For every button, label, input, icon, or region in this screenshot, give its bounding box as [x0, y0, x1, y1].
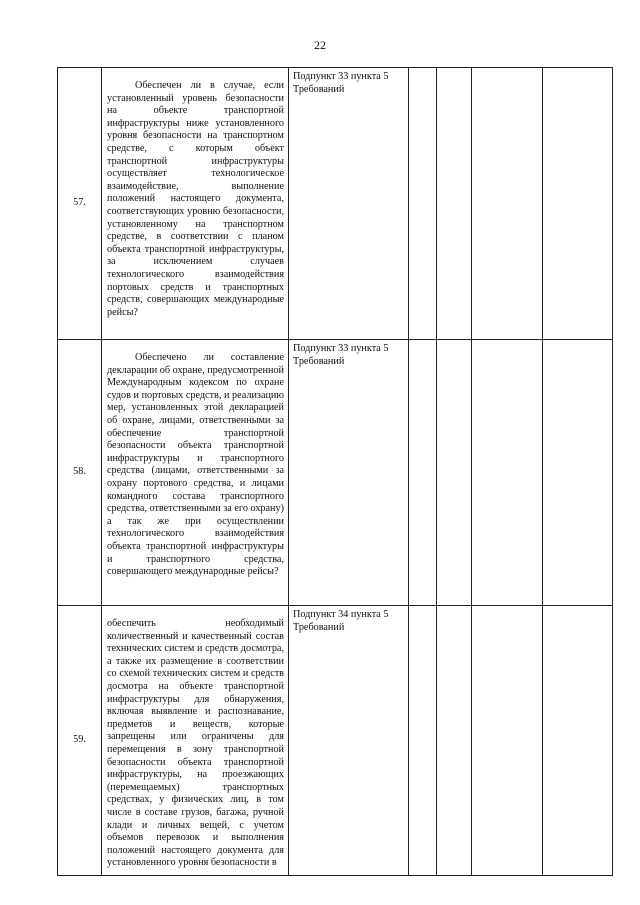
reference-cell: Подпункт 33 пункта 5 Требований: [289, 340, 409, 606]
answer-cell: [472, 68, 543, 340]
page-number: 22: [314, 38, 326, 52]
answer-cell: [437, 340, 472, 606]
answer-cell: [437, 68, 472, 340]
answer-cell: [409, 340, 437, 606]
answer-cell: [472, 340, 543, 606]
question-text: Обеспечено ли составление декларации об охране, предусмотренной Международным кодексом по охране судов и портовых средств, и реализацию мер, установленных этой декларацией об охране, лицами, ответственными за обеспечение транспортной безопасности объекта транспортной инфраструктуры и транспортного средства (лицами, ответственными за охрану портового средства, и лицами командного состава транспортного средства, ответственными за его охрану) а так же при осуществлении технологического взаимодействия объекта транспортной инфраструктуры и транспортного средства, совершающего международные рейсы?: [107, 352, 284, 578]
answer-cell: [543, 68, 613, 340]
table-row: [58, 606, 613, 876]
question-cell: [102, 340, 289, 606]
reference-cell: Подпункт 33 пункта 5 Требований: [289, 68, 409, 340]
answer-cell: [543, 340, 613, 606]
question-text: Обеспечен ли в случае, если установленный уровень безопасности на объекте транспортной инфраструктуры ниже установленного уровня безопасности на транспортном средстве, с которым объект транспортной инфраструктуры осуществляет технологическое взаимодействие, выполнение положений настоящего документа, соответствующих уровню безопасности, установленному на транспортном средстве, в соответствии с планом объекта транспортной инфраструктуры, за исключением случаев технологического взаимодействия портовых средств и транспортных средств, совершающих международные рейсы?: [107, 80, 284, 318]
answer-cell: [543, 606, 613, 876]
row-number: 57.: [58, 68, 102, 340]
row-number: 59.: [58, 606, 102, 876]
table-row: [58, 68, 613, 340]
question-cell: [102, 68, 289, 340]
answer-cell: [409, 68, 437, 340]
requirements-table: [57, 67, 613, 876]
question-cell: [102, 606, 289, 876]
table-row: [58, 340, 613, 606]
reference-cell: Подпункт 34 пункта 5 Требований: [289, 606, 409, 876]
answer-cell: [437, 606, 472, 876]
answer-cell: [409, 606, 437, 876]
answer-cell: [472, 606, 543, 876]
row-number: 58.: [58, 340, 102, 606]
question-text: обеспечить необходимый количественный и качественный состав технических систем и средств досмотра, а также их размещение в соответствии со схемой технических систем и средств досмотра на объекте транспортной инфраструктуры для обнаружения, включая выявление и распознавание, предметов и веществ, которые запрещены или ограничены для перемещения в зону транспортной безопасности объекта транспортной инфраструктуры, на проезжающих (перемещаемых) транспортных средствах, у физических лиц, в том числе в составе грузов, багажа, ручной клади и личных вещей, с учетом объемов перевозок и выполнения положений настоящего документа для установленного уровня безопасности в: [107, 618, 284, 869]
